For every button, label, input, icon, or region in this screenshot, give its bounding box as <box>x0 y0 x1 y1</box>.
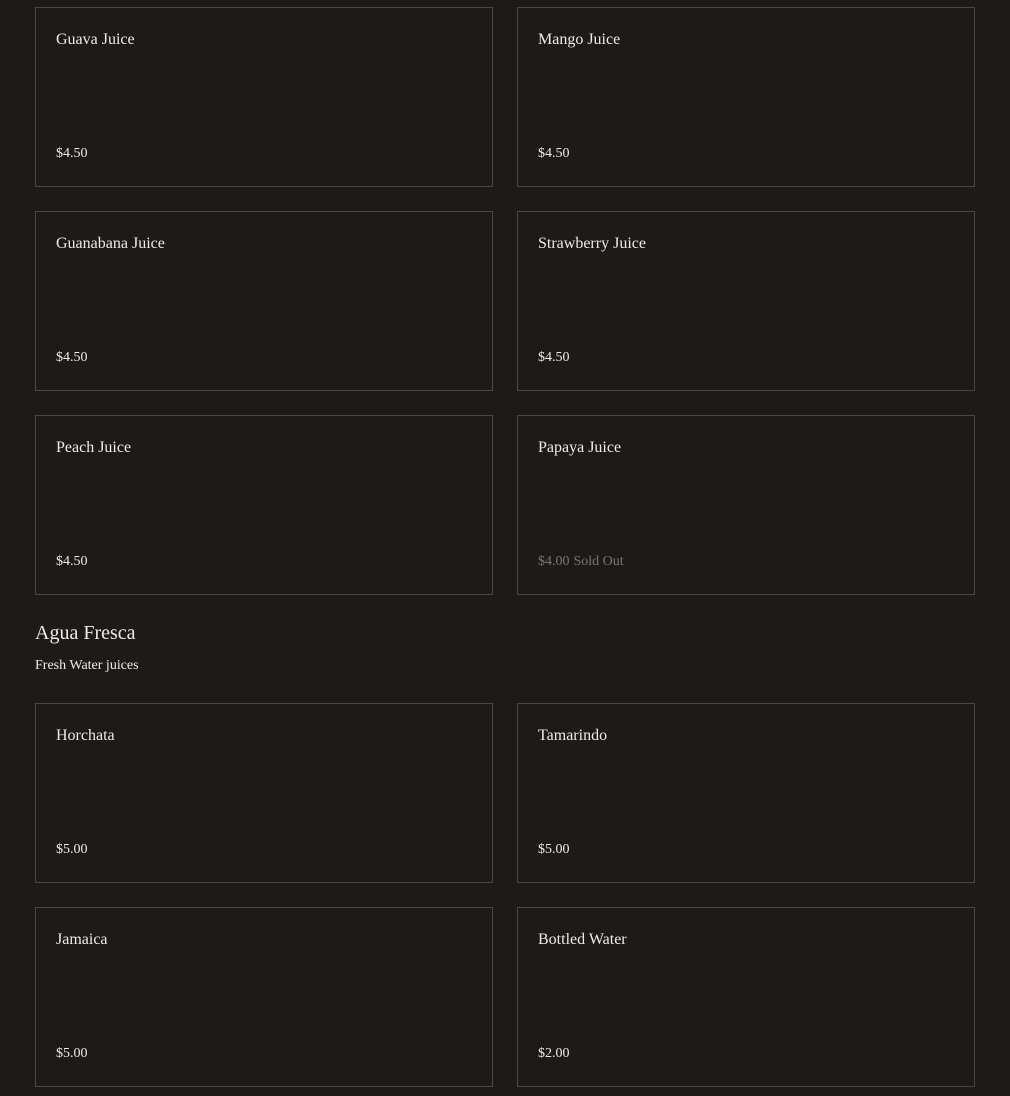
menu-item-price: $2.00 <box>538 1046 570 1061</box>
agua-fresca-menu-grid <box>35 703 975 1087</box>
menu-item-name: Strawberry Juice <box>538 235 646 252</box>
sold-out-label: Sold Out <box>573 554 624 569</box>
menu-item-price: $4.50 <box>538 146 570 161</box>
menu-item-card-guanabana-juice[interactable] <box>35 211 493 391</box>
menu-item-name: Bottled Water <box>538 931 627 948</box>
section-description-agua-fresca: Fresh Water juices <box>35 658 139 673</box>
menu-item-name: Papaya Juice <box>538 439 622 456</box>
menu-item-price: $4.50 <box>56 146 88 161</box>
menu-item-card-strawberry-juice[interactable] <box>517 211 975 391</box>
menu-item-card-papaya-juice[interactable] <box>517 415 975 595</box>
menu-item-card-jamaica[interactable] <box>35 907 493 1087</box>
juice-menu-grid <box>35 7 975 595</box>
menu-item-name: Guanabana Juice <box>56 235 165 252</box>
menu-item-price: $4.50 <box>538 350 570 365</box>
menu-item-card-tamarindo[interactable] <box>517 703 975 883</box>
menu-item-price: $5.00 <box>56 1046 88 1061</box>
menu-item-name: Jamaica <box>56 931 108 948</box>
section-title-agua-fresca: Agua Fresca <box>35 622 136 644</box>
menu-item-name: Peach Juice <box>56 439 132 456</box>
menu-item-price: $4.50 <box>56 554 88 569</box>
menu-item-price: $5.00 <box>56 842 88 857</box>
menu-item-price: $4.50 <box>56 350 88 365</box>
menu-item-card-guava-juice[interactable] <box>35 7 493 187</box>
menu-item-card-mango-juice[interactable] <box>517 7 975 187</box>
menu-item-price: $5.00 <box>538 842 570 857</box>
menu-item-price: $4.00 <box>538 554 570 569</box>
menu-item-card-peach-juice[interactable] <box>35 415 493 595</box>
menu-item-card-bottled-water[interactable] <box>517 907 975 1087</box>
menu-item-name: Horchata <box>56 727 115 744</box>
menu-item-name: Tamarindo <box>538 727 608 744</box>
menu-item-name: Mango Juice <box>538 31 621 48</box>
menu-item-card-horchata[interactable] <box>35 703 493 883</box>
menu-item-price-sold-out <box>538 553 624 571</box>
menu-item-name: Guava Juice <box>56 31 135 48</box>
